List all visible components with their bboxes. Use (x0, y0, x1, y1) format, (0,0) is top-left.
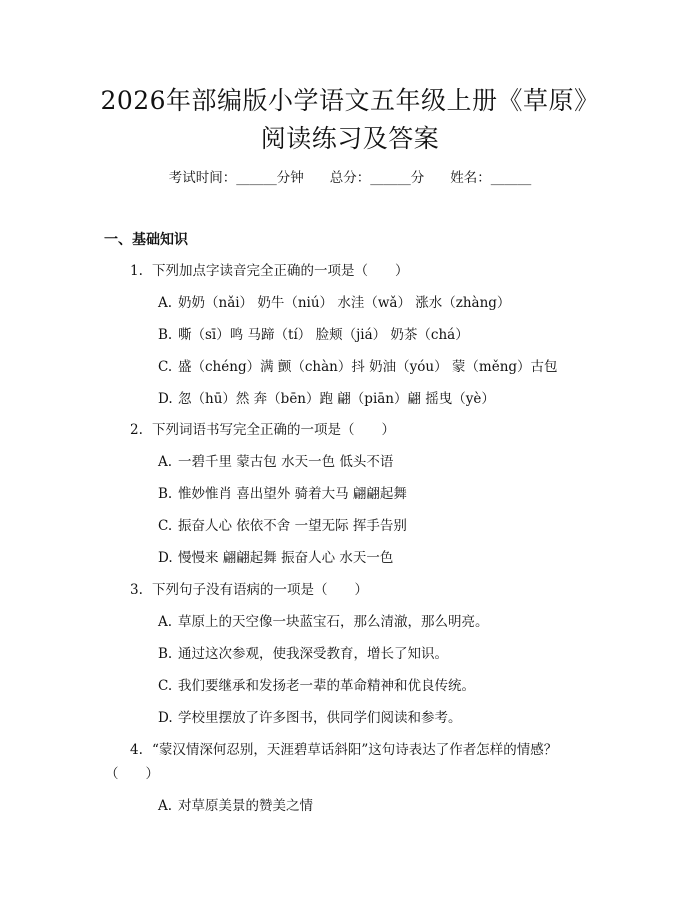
option-text: 盛（chéng）满 颤（chàn）抖 奶油（yóu） 蒙（měng）古包 (178, 359, 558, 375)
question-number: 3. (130, 582, 143, 598)
q1-option-b (158, 326, 469, 344)
answer-blank: （ ） (105, 766, 159, 782)
q3-option-a (158, 613, 489, 631)
question-text: “蒙汉情深何忍别，天涯碧草话斜阳”这句诗表达了作者怎样的情感？ (152, 742, 558, 758)
option-letter: C. (158, 518, 173, 534)
q4-option-a (158, 797, 313, 815)
section-heading (104, 231, 188, 249)
q1-option-a (158, 294, 510, 312)
question-text: 下列加点字读音完全正确的一项是（ ） (152, 263, 409, 279)
option-text: 奶奶（nǎi） 奶牛（niú） 水洼（wǎ） 涨水（zhàng） (178, 295, 511, 311)
question-number: 4. (130, 742, 143, 758)
question-4 (105, 741, 600, 782)
option-text: 我们要继承和发扬老一辈的革命精神和优良传统。 (178, 678, 475, 694)
question-3 (130, 581, 368, 599)
question-text: 下列词语书写完全正确的一项是（ ） (152, 422, 395, 438)
option-letter: A. (158, 614, 173, 630)
option-letter: C. (158, 359, 173, 375)
option-text: 一碧千里 蒙古包 水天一色 低头不语 (178, 454, 394, 470)
total-score: 总分：______分 (329, 170, 425, 186)
question-number: 2. (130, 422, 143, 438)
q2-option-a (158, 453, 393, 471)
q3-option-b (158, 645, 448, 663)
q2-option-b (158, 485, 407, 503)
option-text: 通过这次参观，使我深受教育，增长了知识。 (178, 646, 448, 662)
question-1 (130, 262, 409, 280)
option-text: 对草原美景的赞美之情 (178, 798, 313, 814)
option-letter: D. (158, 710, 173, 726)
option-text: 草原上的天空像一块蓝宝石，那么清澈，那么明亮。 (178, 614, 489, 630)
option-letter: A. (158, 454, 173, 470)
option-text: 振奋人心 依依不舍 一望无际 挥手告别 (178, 518, 407, 534)
option-letter: B. (158, 646, 173, 662)
question-text: 下列句子没有语病的一项是（ ） (152, 582, 368, 598)
option-text: 惟妙惟肖 喜出望外 骑着大马 翩翩起舞 (178, 486, 407, 502)
option-letter: D. (158, 550, 173, 566)
section-number: 一、 (104, 232, 132, 248)
option-text: 忽（hū）然 奔（bēn）跑 翩（piān）翩 摇曳（yè） (178, 391, 495, 407)
option-letter: B. (158, 486, 173, 502)
question-number: 1. (130, 263, 143, 279)
student-name: 姓名：______ (450, 170, 532, 186)
option-letter: C. (158, 678, 173, 694)
option-letter: B. (158, 327, 173, 343)
q3-option-d (158, 709, 462, 727)
q3-option-c (158, 677, 475, 695)
option-letter: A. (158, 798, 173, 814)
q1-option-d (158, 390, 495, 408)
option-text: 嘶（sī）鸣 马蹄（tí） 脸颊（jiá） 奶茶（chá） (178, 327, 469, 343)
option-text: 学校里摆放了许多图书，供同学们阅读和参考。 (178, 710, 462, 726)
exam-time: 考试时间：______分钟 (168, 170, 304, 186)
q2-option-d (158, 549, 393, 567)
option-text: 慢慢来 翩翩起舞 振奋人心 水天一色 (178, 550, 394, 566)
option-letter: A. (158, 295, 173, 311)
title-line-1: 2026年部编版小学语文五年级上册《草原》 (100, 86, 600, 115)
q2-option-c (158, 517, 407, 535)
exam-info (0, 169, 700, 187)
title-line-2: 阅读练习及答案 (260, 124, 440, 153)
q1-option-c (158, 358, 558, 376)
section-title: 基础知识 (132, 232, 188, 248)
option-letter: D. (158, 391, 173, 407)
question-2 (130, 421, 395, 439)
